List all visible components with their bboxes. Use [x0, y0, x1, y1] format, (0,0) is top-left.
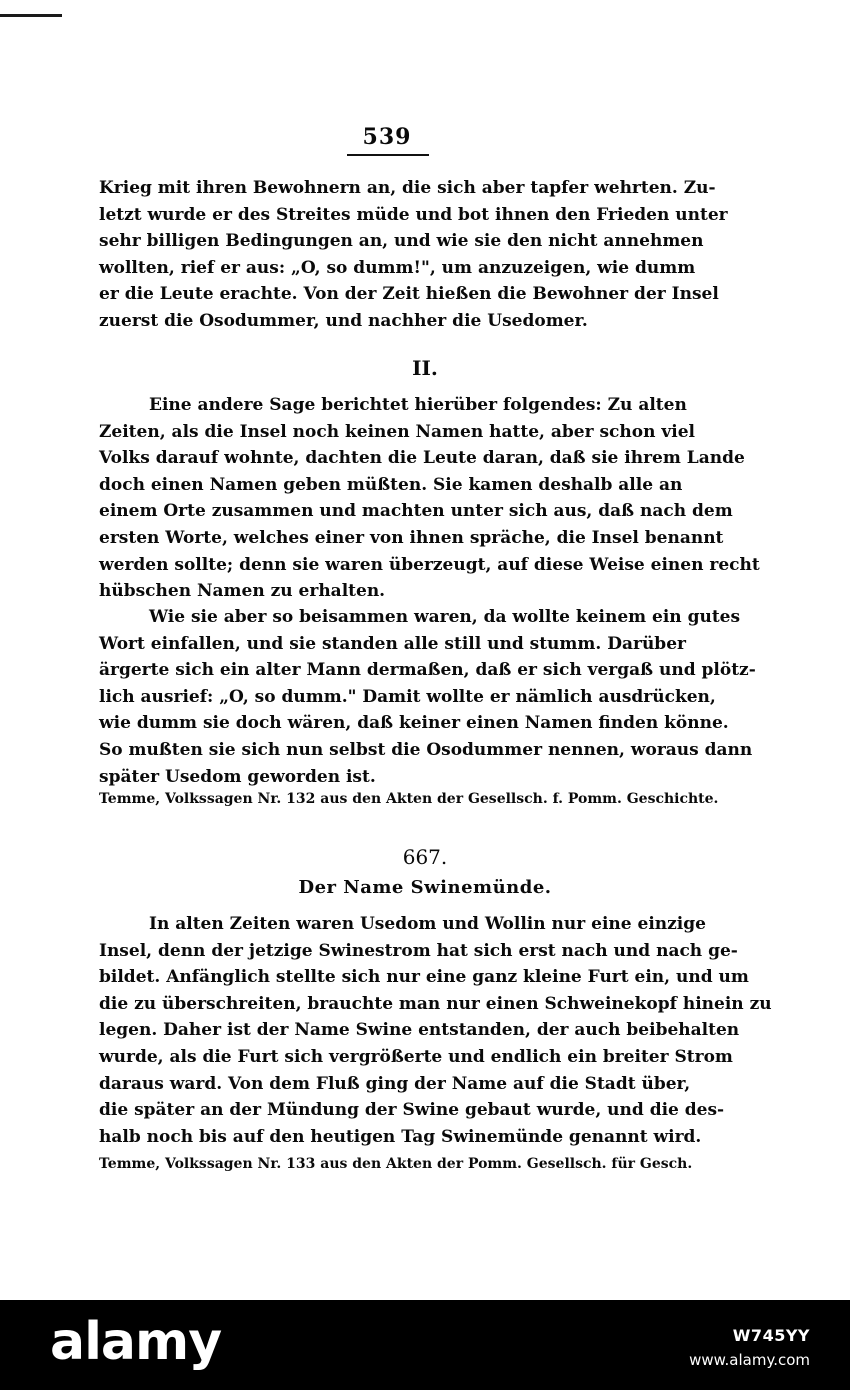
- text-line: daraus ward. Von dem Fluß ging der Name auf die Stadt über,: [99, 1073, 691, 1094]
- source-citation: Temme, Volkssagen Nr. 132 aus den Akten der Gesellsch. f. Pomm. Geschichte.: [99, 791, 719, 807]
- text-line: er die Leute erachte. Von der Zeit hießen die Bewohner der Insel: [99, 284, 719, 305]
- text-line: wie dumm sie doch wären, daß keiner einen Namen finden könne.: [99, 713, 729, 734]
- text-line: Eine andere Sage berichtet hierüber folgendes: Zu alten: [149, 395, 687, 415]
- text-line: später Usedom geworden ist.: [99, 766, 376, 787]
- text-line: ersten Worte, welches einer von ihnen spräche, die Insel benannt: [99, 527, 724, 548]
- text-line: In alten Zeiten waren Usedom und Wollin nur eine einzige: [149, 914, 706, 934]
- text-line: bildet. Anfänglich stellte sich nur eine ganz kleine Furt ein, und um: [99, 967, 749, 988]
- text-line: doch einen Namen geben müßten. Sie kamen deshalb alle an: [99, 474, 683, 495]
- text-line: hübschen Namen zu erhalten.: [99, 581, 386, 602]
- story-number: 667.: [402, 845, 448, 869]
- brand-logo: alamy: [50, 1312, 222, 1372]
- text-line: Insel, denn der jetzige Swinestrom hat sich erst nach und nach ge-: [99, 940, 738, 961]
- text-line: werden sollte; denn sie waren überzeugt, auf diese Weise einen recht: [99, 554, 760, 575]
- source-citation: Temme, Volkssagen Nr. 133 aus den Akten der Pomm. Gesellsch. für Gesch.: [99, 1156, 693, 1172]
- text-line: Wie sie aber so beisammen waren, da wollte keinem ein gutes: [149, 607, 741, 627]
- text-line: Krieg mit ihren Bewohnern an, die sich aber tapfer wehrten. Zu-: [99, 178, 716, 198]
- page-number: 539: [362, 124, 412, 150]
- footer-meta: [689, 1326, 810, 1369]
- section-paragraph-2: [99, 604, 756, 790]
- text-line: zuerst die Osodummer, und nachher die Usedomer.: [99, 310, 588, 331]
- text-line: legen. Daher ist der Name Swine entstanden, der auch beibehalten: [99, 1020, 740, 1041]
- text-line: wollten, rief er aus: „O, so dumm!", um anzuzeigen, wie dumm: [99, 257, 696, 278]
- page-number-underline: [347, 154, 429, 156]
- text-line: So mußten sie sich nun selbst die Osodummer nennen, woraus dann: [99, 739, 753, 760]
- text-line: wurde, als die Furt sich vergrößerte und endlich ein breiter Strom: [99, 1046, 733, 1067]
- text-line: Volks darauf wohnte, dachten die Leute daran, daß sie ihrem Lande: [99, 448, 745, 469]
- text-line: die später an der Mündung der Swine gebaut wurde, und die des-: [99, 1100, 725, 1121]
- section-paragraph-1: [99, 392, 760, 605]
- text-line: letzt wurde er des Streites müde und bot ihnen den Frieden unter: [99, 204, 728, 225]
- site-url: www.alamy.com: [689, 1351, 810, 1369]
- text-line: Wort einfallen, und sie standen alle still und stumm. Darüber: [99, 633, 686, 654]
- story-title: Der Name Swinemünde.: [298, 877, 552, 898]
- text-line: Zeiten, als die Insel noch keinen Namen hatte, aber schon viel: [99, 421, 695, 442]
- text-line: ärgerte sich ein alter Mann dermaßen, daß er sich vergaß und plötz-: [99, 660, 756, 681]
- text-line: sehr billigen Bedingungen an, und wie sie den nicht annehmen: [99, 231, 704, 252]
- image-id: W745YY: [732, 1326, 810, 1345]
- text-line: lich ausrief: „O, so dumm." Damit wollte er nämlich ausdrücken,: [99, 686, 716, 707]
- first-passage: [99, 175, 728, 335]
- text-line: einem Orte zusammen und machten unter sich aus, daß nach dem: [99, 501, 733, 522]
- text-line: halb noch bis auf den heutigen Tag Swinemünde genannt wird.: [99, 1126, 702, 1147]
- section-heading: II.: [412, 356, 438, 380]
- top-edge-rule: [0, 14, 62, 17]
- text-line: die zu überschreiten, brauchte man nur einen Schweinekopf hinein zu: [99, 993, 772, 1014]
- story-paragraph: [99, 911, 772, 1150]
- watermark-footer: [0, 1300, 850, 1390]
